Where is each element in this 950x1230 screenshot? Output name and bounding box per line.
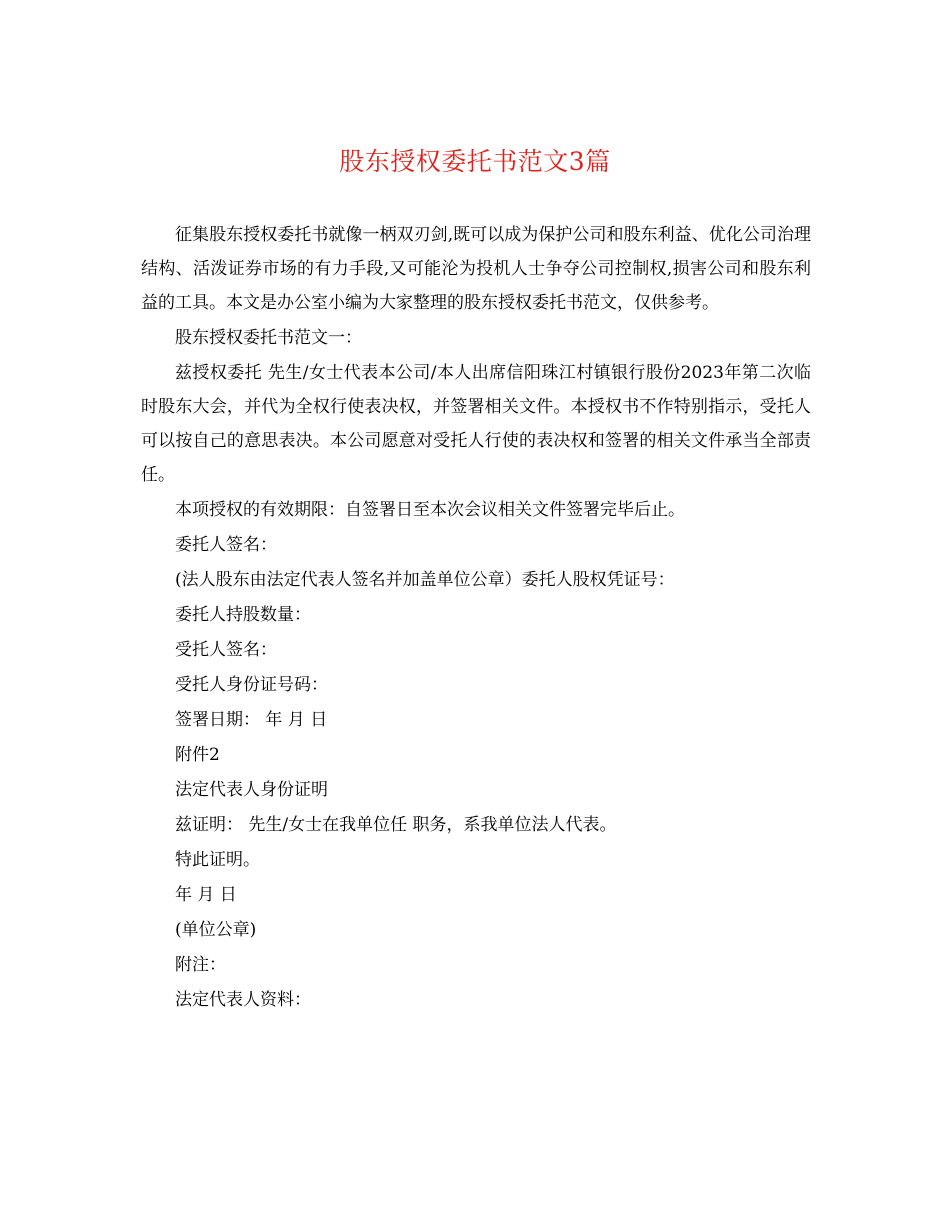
legal-person-note-line: (法人股东由法定代表人签名并加盖单位公章）委托人股权凭证号：: [175, 570, 675, 590]
notes-label: 附注：: [175, 955, 226, 975]
document-title: 股东授权委托书范文3篇: [339, 147, 611, 176]
agent-signature-line: 受托人签名：: [175, 640, 277, 660]
certification-line: 兹证明： 先生/女士在我单位任 职务，系我单位法人代表。: [175, 815, 617, 835]
sample-one-heading: 股东授权委托书范文一：: [175, 328, 362, 348]
intro-paragraph: 征集股东授权委托书就像一柄双刃剑,既可以成为保护公司和股东利益、优化公司治理结构、活泼证券市场的有力手段,又可能沦为投机人士争夺公司控制权,损害公司和股东利益的工具。本文是办公室小编为大家整理的股东授权委托书范文，仅供参考。: [141, 225, 811, 313]
shareholding-quantity-line: 委托人持股数量：: [175, 605, 311, 625]
legal-rep-identity-heading: 法定代表人身份证明: [175, 780, 328, 800]
company-seal-line: (单位公章): [175, 920, 257, 940]
legal-rep-info-label: 法定代表人资料：: [175, 990, 311, 1010]
date-line: 年 月 日: [175, 885, 237, 905]
hereby-certify-line: 特此证明。: [175, 850, 260, 870]
authorization-paragraph: 兹授权委托 先生/女士代表本公司/本人出席信阳珠江村镇银行股份2023年第二次临时股东大会，并代为全权行使表决权，并签署相关文件。本授权书不作特别指示，受托人可以按自己的意思表决。本公司愿意对受托人行使的表决权和签署的相关文件承当全部责任。: [141, 363, 811, 485]
attachment-label: 附件2: [175, 745, 220, 765]
agent-id-number-line: 受托人身份证号码：: [175, 675, 328, 695]
validity-period-line: 本项授权的有效期限：自签署日至本次会议相关文件签署完毕后止。: [175, 500, 685, 520]
signing-date-line: 签署日期： 年 月 日: [175, 710, 328, 730]
principal-signature-line: 委托人签名：: [175, 535, 277, 555]
document-body: [141, 218, 811, 1017]
